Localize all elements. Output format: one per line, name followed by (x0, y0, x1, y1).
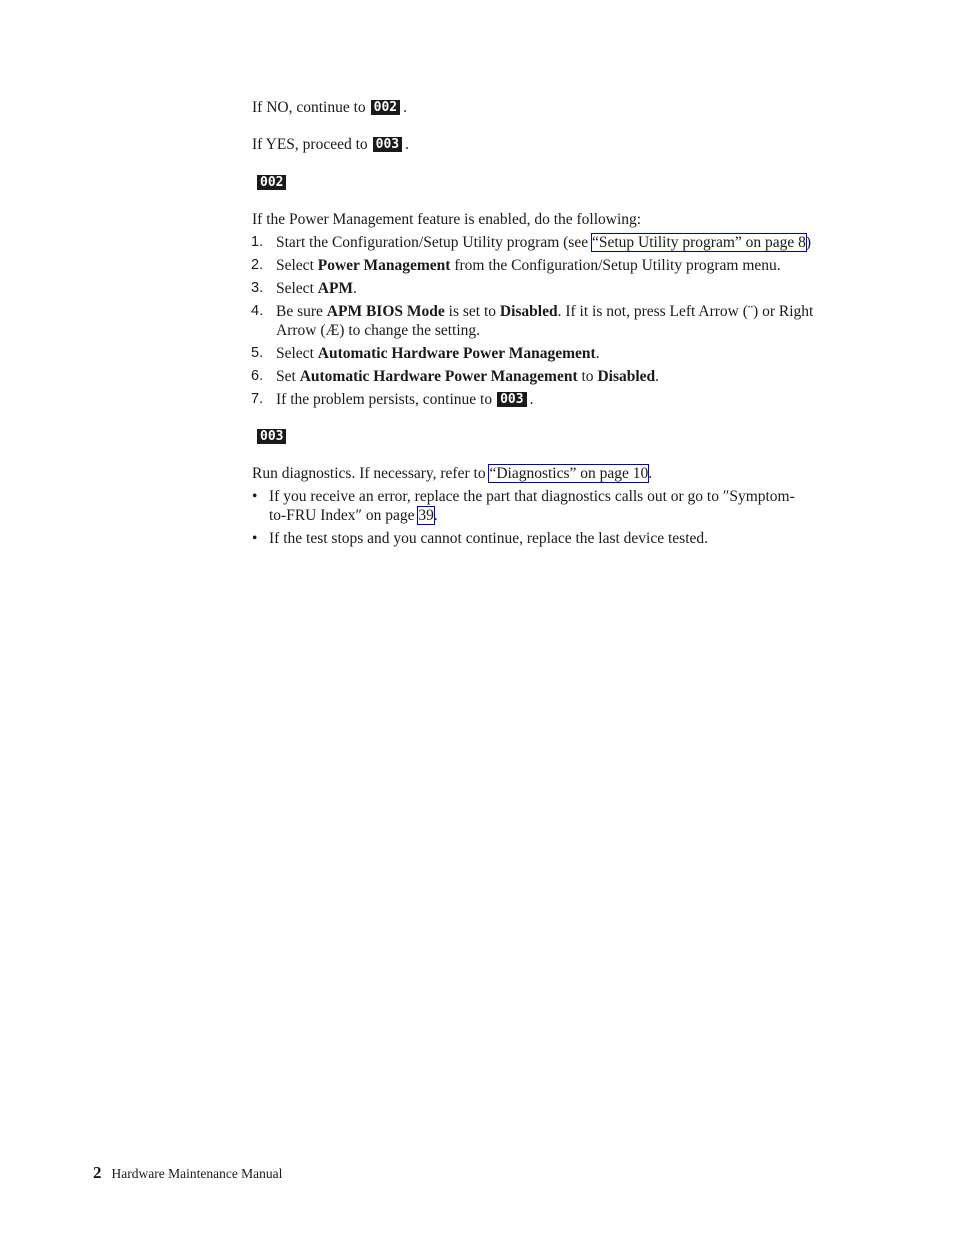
step-ref-003[interactable]: 003 (497, 392, 526, 407)
bullet-icon: • (252, 488, 258, 505)
diagnostics-intro: Run diagnostics. If necessary, refer to “Diagnostics” on page 10. (252, 465, 653, 482)
list-item: 7. If the problem persists, continue to 003 . (251, 391, 534, 408)
list-item: • If the test stops and you cannot continue, replace the last device tested. (252, 530, 709, 547)
diagnostics-link[interactable]: “Diagnostics” on page 10 (489, 465, 649, 482)
step-heading-003 (252, 427, 852, 446)
if-no-paragraph: If NO, continue to 002 . (252, 99, 407, 116)
diagnostics-bullets (252, 487, 852, 548)
if-yes-text: If YES, proceed to (252, 136, 368, 153)
bullet-icon: • (252, 530, 258, 547)
setup-utility-link[interactable]: “Setup Utility program” on page 8 (591, 234, 806, 251)
list-item: 3. Select APM. (251, 280, 357, 297)
list-item: 5. Select Automatic Hardware Power Management. (251, 345, 600, 362)
power-management-intro: If the Power Management feature is enabled, do the following: (252, 211, 642, 228)
list-item: • If you receive an error, replace the part that diagnostics calls out or go to ″Symptom-to-FRU Index″ on page 39. (252, 488, 795, 524)
manual-title: Hardware Maintenance Manual (111, 1166, 283, 1181)
symptom-page-link[interactable]: 39 (418, 507, 434, 524)
page-number: 2 (93, 1163, 102, 1182)
power-management-steps (252, 233, 852, 409)
step-heading-002 (252, 173, 852, 192)
step-ref-003[interactable]: 003 (373, 137, 402, 152)
page-content (252, 98, 852, 552)
step-ref-002[interactable]: 002 (371, 100, 400, 115)
if-yes-paragraph: If YES, proceed to 003 . (252, 136, 409, 153)
step-label-003: 003 (257, 429, 286, 444)
if-no-text: If NO, continue to (252, 99, 366, 116)
list-item: 1. Start the Configuration/Setup Utility program (see “Setup Utility program” on page 8) (251, 234, 812, 251)
list-item: 6. Set Automatic Hardware Power Management to Disabled. (251, 368, 660, 385)
list-item: 4. Be sure APM BIOS Mode is set to Disabled. If it is not, press Left Arrow (¨) or Right Arrow (Æ) to change the setting. (251, 303, 814, 339)
page-footer (93, 1163, 282, 1184)
step-label-002: 002 (257, 175, 286, 190)
list-item: 2. Select Power Management from the Configuration/Setup Utility program menu. (251, 257, 781, 274)
